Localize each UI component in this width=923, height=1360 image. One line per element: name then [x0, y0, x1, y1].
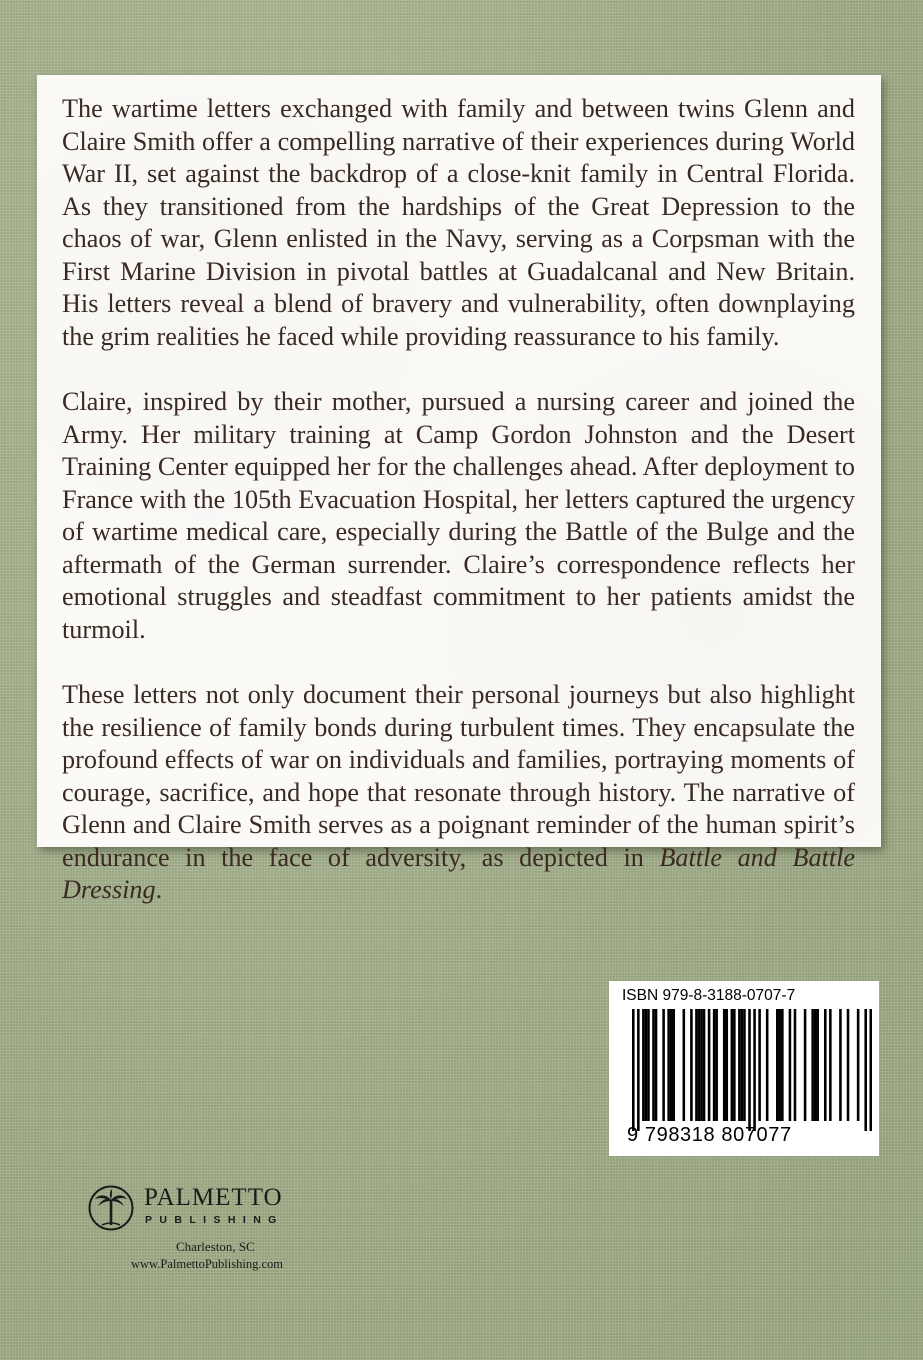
barcode-bar [655, 1009, 658, 1121]
barcode-bar [753, 1009, 756, 1131]
barcode-bar [814, 1009, 817, 1121]
barcode-bar [811, 1009, 814, 1121]
isbn-label: ISBN 979-8-3188-0707-7 [622, 987, 796, 1004]
barcode-bar [869, 1009, 872, 1131]
publisher-website: www.PalmettoPublishing.com [131, 1257, 283, 1271]
barcode-bar [715, 1009, 718, 1121]
barcode-bar [632, 1009, 635, 1131]
barcode-bar [794, 1009, 797, 1121]
barcode-bar [695, 1009, 698, 1121]
barcode-bar [647, 1009, 650, 1121]
barcode-bar [748, 1009, 751, 1131]
barcode-bar [847, 1009, 850, 1121]
barcode-bar [703, 1009, 706, 1121]
barcode-bar [779, 1009, 782, 1121]
barcode-bar [789, 1009, 792, 1121]
blurb-paragraph-3-end: . [155, 875, 163, 904]
barcode-bar [776, 1009, 779, 1121]
barcode-bar [683, 1009, 686, 1121]
barcode-bar [725, 1009, 728, 1121]
barcode-bar [743, 1009, 746, 1121]
blurb-paragraph-2: Claire, inspired by their mother, pursued a nursing career and joined the Army. Her military training at Camp Gordon Johnston and the Desert Training Center equipped her for the challenges ahead. After deployment to France with the 105th Evacuation Hospital, her letters captured the urgency of wartime medical care, especially during the Battle of the Bulge and the aftermath of the German surrender. Claire’s correspondence reflects her emotional struggles and steadfast commitment to her patients amidst the turmoil. [62, 387, 855, 644]
barcode-bar [662, 1009, 665, 1121]
blurb-paragraph-3 [62, 679, 855, 907]
barcode-digits: 9 798318 807077 [627, 1124, 792, 1146]
publisher-subtitle: PUBLISHING [145, 1214, 284, 1226]
barcode-bar [723, 1009, 726, 1121]
barcode-bar [670, 1009, 673, 1121]
barcode-bar [690, 1009, 693, 1121]
barcode-bar [804, 1009, 807, 1121]
publisher-name: PALMETTO [144, 1184, 283, 1211]
barcode-bar [839, 1009, 842, 1121]
book-title: Battle and Battle Dressing [62, 842, 855, 904]
barcode-bar [741, 1009, 744, 1121]
barcode-bars [632, 1009, 872, 1131]
barcode-bar [816, 1009, 819, 1121]
blurb-paragraph-3-text: These letters not only document their personal journeys but also highlight the resilience of family bonds during turbulent times. They encapsulate the profound effects of war on individuals and families, portraying moments of courage, sacrifice, and hope that resonate through history. The narrative of Glenn and Claire Smith serves as a poignant reminder of the human spirit’s endurance in the face of adversity, as depicted in [62, 680, 855, 872]
barcode-bar [766, 1009, 769, 1121]
barcode-bar [642, 1009, 645, 1121]
palm-tree-icon [88, 1185, 134, 1231]
barcode-bar [708, 1009, 711, 1121]
barcode-bar [637, 1009, 640, 1131]
blurb-paragraph-1: The wartime letters exchanged with family and between twins Glenn and Claire Smith offer a compelling narrative of their experiences during World War II, set against the backdrop of a close-knit family in Central Florida. As they transitioned from the hardships of the Great Depression to the chaos of war, Glenn enlisted in the Navy, serving as a Corpsman with the First Marine Division in pivotal battles at Guadalcanal and New Britain. His letters reveal a blend of bravery and vulnerability, often downplaying the grim realities he faced while providing reassurance to his family. [62, 94, 855, 351]
barcode-bar [857, 1009, 860, 1121]
barcode-bar [829, 1009, 832, 1121]
barcode-bar [781, 1009, 784, 1121]
barcode-bar [698, 1009, 701, 1121]
isbn-barcode [609, 981, 879, 1156]
barcode-bar [700, 1009, 703, 1121]
barcode-bar [667, 1009, 670, 1121]
publisher-imprint [88, 1183, 358, 1273]
barcode-bar [738, 1009, 741, 1121]
barcode-bar [713, 1009, 716, 1121]
barcode-bar [864, 1009, 867, 1131]
barcode-bar [645, 1009, 648, 1121]
barcode-bar [731, 1009, 734, 1121]
barcode-bar [824, 1009, 827, 1121]
blurb-panel [37, 75, 881, 904]
barcode-bar [733, 1009, 736, 1121]
publisher-city: Charleston, SC [176, 1239, 255, 1254]
barcode-bar [672, 1009, 675, 1121]
barcode-bar [652, 1009, 655, 1121]
barcode-bar [758, 1009, 761, 1121]
